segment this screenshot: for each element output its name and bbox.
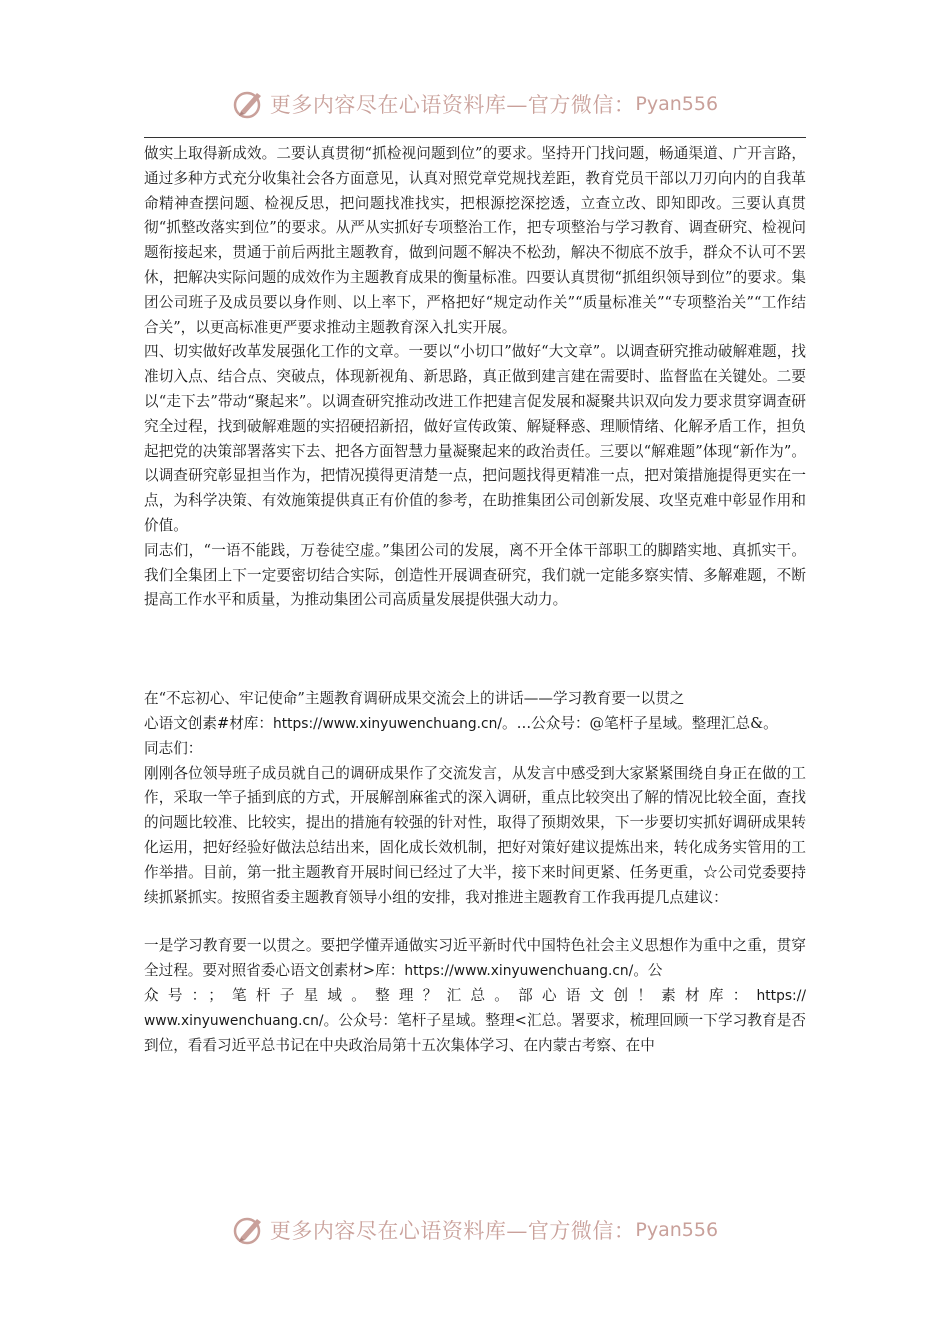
header-banner-text: 更多内容尽在心语资料库—官方微信： [269, 93, 636, 117]
header-rule [144, 137, 806, 138]
spread-line: 众号：；笔杆子星域。整理？汇总。部心语文创！素材库：https:// [144, 986, 806, 1004]
footer-banner-text: 更多内容尽在心语资料库—官方微信： [269, 1219, 636, 1243]
header-banner [0, 82, 950, 126]
url-link-part[interactable]: www.xinyuwenchuang.cn/ [144, 1012, 324, 1029]
paragraph: 同志们，“一语不能践，万卷徒空虚。”集团公司的发展，离不开全体干部职工的脚踏实地、真抓实干。我们全集团上下一定要密切结合实际，创造性开展调查研究，我们就一定能多察实情、多解难题，不断提高工作水平和质量，为推动集团公司高质量发展提供强大动力。 [144, 541, 806, 609]
url-link-part[interactable]: https:// [756, 987, 806, 1004]
pen-logo-icon [232, 1213, 266, 1247]
footer-banner-id: Pyan556 [635, 1219, 719, 1241]
source-prefix: 心语文创素#材库： [144, 714, 273, 732]
source-suffix: 。…公众号：@笔杆子星域。整理汇总&。 [501, 714, 778, 732]
spacer [144, 613, 806, 687]
paragraph-continued: www.xinyuwenchuang.cn/。公众号：笔杆子星域。整理<汇总。署要求，梳理回顾一下学习教育是否到位，看看习近平总书记在中央政治局第十五次集体学习、在内蒙古考察、在中 [144, 1011, 806, 1054]
header-banner-id: Pyan556 [635, 93, 719, 115]
url-link[interactable]: https://www.xinyuwenchuang.cn/ [404, 963, 634, 980]
paragraph: 做实上取得新成效。二要认真贯彻“抓检视问题到位”的要求。坚持开门找问题，畅通渠道、广开言路，通过多种方式充分收集社会各方面意见，认真对照党章党规找差距，教育党员干部以刀刃向内的自我革命精神查摆问题、检视反思，把问题找准找实，把根源挖深挖透，立查立改、即知即改。三要认真贯彻“抓整改落实到位”的要求。从严从实抓好专项整治工作，把专项整治与学习教育、调查研究、检视问题衔接起来，贯通于前后两批主题教育，做到问题不解决不松劲，解决不彻底不放手，群众不认可不罢休，把解决实际问题的成效作为主题教育成果的衡量标准。四要认真贯彻“抓组织领导到位”的要求。集团公司班子及成员要以身作则、以上率下，严格把好“规定动作关”“质量标准关”“专项整治关”“工作结合关”，以更高标准更严要求推动主题教育深入扎实开展。 [144, 145, 806, 336]
footer-banner [0, 1208, 950, 1252]
spacer [144, 910, 806, 934]
source-url-link[interactable]: https://www.xinyuwenchuang.cn/ [272, 715, 502, 732]
paragraph-first-point: 一是学习教育要一以贯之。要把学懂弄通做实习近平新时代中国特色社会主义思想作为重中之重，贯穿全过程。要对照省委心语文创素材>库：https://www.xinyuwenchuang.cn/。公 [144, 937, 806, 980]
pen-logo-icon [232, 87, 266, 121]
document-body [144, 142, 806, 1058]
paragraph: 刚刚各位领导班子成员就自己的调研成果作了交流发言，从发言中感受到大家紧紧围绕自身正在做的工作，采取一竿子插到底的方式，开展解剖麻雀式的深入调研，重点比较突出了解的情况比较全面，查找的问题比较准、比较实，提出的措施有较强的针对性，取得了预期效果，下一步要切实抓好调研成果转化运用，把好经验好做法总结出来，固化成长效机制，把好对策好建议提炼出来，转化成务实管用的工作举措。目前，第一批主题教育开展时间已经过了大半，接下来时间更紧、任务更重，☆公司党委要持续抓紧抓实。按照省委主题教育领导小组的安排，我对推进主题教育工作我再提几点建议： [144, 764, 806, 906]
source-line [144, 712, 806, 737]
paragraph: 四、切实做好改革发展强化工作的文章。一要以“小切口”做好“大文章”。以调查研究推动破解难题，找准切入点、结合点、突破点，体现新视角、新思路，真正做到建言建在需要时、监督监在关键处。二要以“走下去”带动“聚起来”。以调查研究推动改进工作把建言促发展和凝聚共识双向发力要求贯穿调查研究全过程，找到破解难题的实招硬招新招，做好宣传政策、解疑释惑、理顺情绪、化解矛盾工作，担负起把党的决策部署落实下去、把各方面智慧力量凝聚起来的政治责任。三要以“解难题”体现“新作为”。以调查研究彰显担当作为，把情况摸得更清楚一点，把问题找得更精准一点，把对策措施提得更实在一点，为科学决策、有效施策提供真正有价值的参考，在助推集团公司创新发展、攻坚克难中彰显作用和价值。 [144, 343, 806, 534]
greeting: 同志们： [144, 739, 203, 757]
section-title: 在“不忘初心、牢记使命”主题教育调研成果交流会上的讲话——学习教育要一以贯之 [144, 690, 685, 708]
